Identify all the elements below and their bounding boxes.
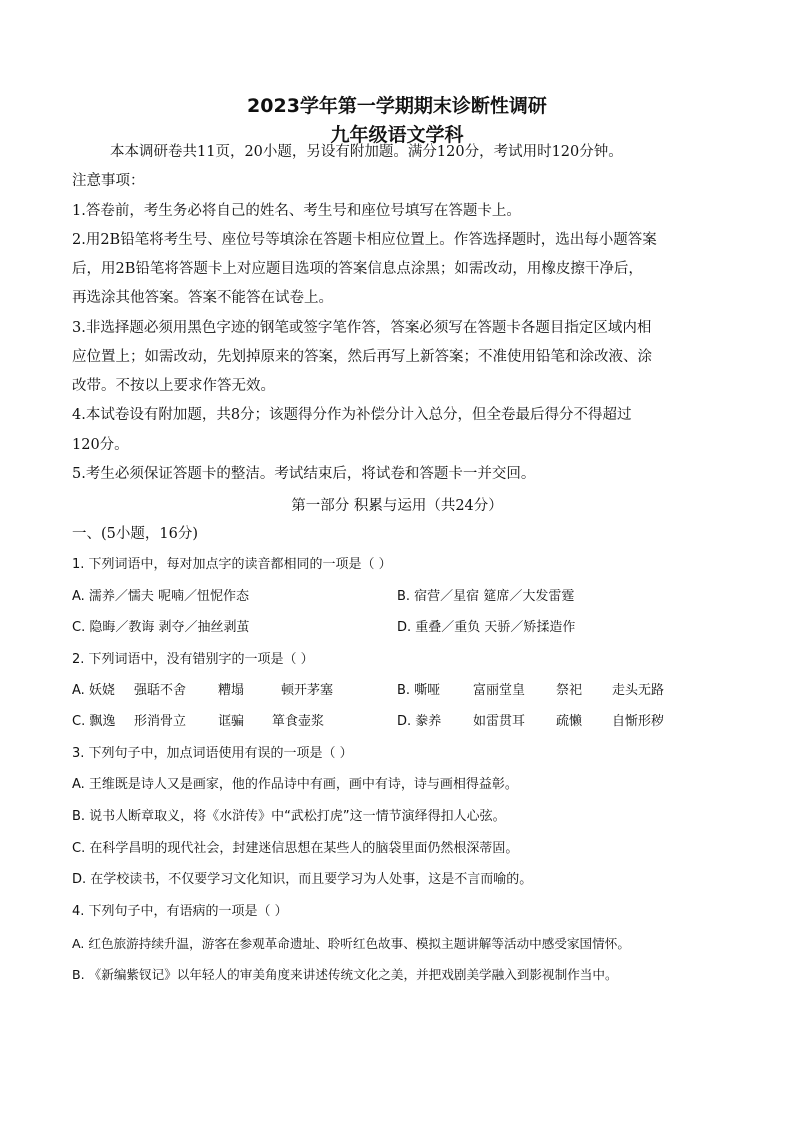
- question-2-option-c-word: 形消骨立: [134, 714, 187, 729]
- question-2-option-b-word: 走头无路: [612, 683, 665, 698]
- question-4-option-a: A. 红色旅游持续升温，游客在参观革命遗址、聆听红色故事、模拟主题讲解等活动中感受家国情怀。: [72, 936, 630, 951]
- question-2-option-c-word: 箪食壶浆: [272, 714, 325, 729]
- question-2-option-c: C. 飘逸: [72, 714, 116, 729]
- question-2-option-b-word: 祭祀: [556, 683, 583, 698]
- question-4-stem: 4. 下列句子中，有语病的一项是（ ）: [72, 904, 288, 919]
- intro-text: 本本调研卷共11页，20小题，另设有附加题。满分120分，考试用时120分钟。: [110, 144, 623, 160]
- note-line: 2.用2B铅笔将考生号、座位号等填涂在答题卡相应位置上。作答选择题时，选出每小题答案: [72, 232, 657, 248]
- exam-title: 2023学年第一学期期末诊断性调研: [247, 95, 547, 117]
- section-title: 一、(5小题，16分): [72, 526, 198, 542]
- note-line: 改带。不按以上要求作答无效。: [72, 378, 275, 394]
- note-line: 应位置上；如需改动，先划掉原来的答案，然后再写上新答案；不准使用铅笔和涂改液、涂: [72, 349, 652, 365]
- question-2-option-c-word: 诓骗: [218, 714, 245, 729]
- note-line: 再选涂其他答案。答案不能答在试卷上。: [72, 290, 333, 306]
- question-2-option-b: B. 嘶哑: [397, 683, 441, 698]
- question-2-option-b-word: 富丽堂皇: [473, 683, 526, 698]
- question-1-option-c: C. 隐晦／教诲 剥夺／抽丝剥茧: [72, 620, 250, 635]
- question-2-option-a-word: 糟塌: [218, 683, 245, 698]
- exam-subject: 九年级语文学科: [330, 124, 464, 146]
- note-line: 1.答卷前，考生务必将自己的姓名、考生号和座位号填写在答题卡上。: [72, 203, 521, 219]
- question-1-option-a: A. 濡养／懦夫 呢喃／忸怩作态: [72, 589, 250, 604]
- note-line: 后，用2B铅笔将答题卡上对应题目选项的答案信息点涂黑；如需改动，用橡皮擦干净后，: [72, 261, 643, 277]
- question-2-option-d-word: 自惭形秽: [612, 714, 665, 729]
- notes-title: 注意事项：: [72, 173, 145, 189]
- note-line: 3.非选择题必须用黑色字迹的钢笔或签字笔作答，答案必须写在答题卡各题目指定区域内相: [72, 320, 652, 336]
- note-line: 120分。: [72, 437, 129, 453]
- question-2-option-d-word: 如雷贯耳: [473, 714, 526, 729]
- question-3-option-d: D. 在学校读书，不仅要学习文化知识，而且要学习为人处事，这是不言而喻的。: [72, 872, 533, 887]
- question-2-option-a: A. 妖娆: [72, 683, 115, 698]
- part-title: 第一部分 积累与运用（共24分）: [291, 498, 503, 514]
- question-3-option-a: A. 王维既是诗人又是画家，他的作品诗中有画，画中有诗，诗与画相得益彰。: [72, 777, 518, 792]
- question-3-option-c: C. 在科学昌明的现代社会，封建迷信思想在某些人的脑袋里面仍然根深蒂固。: [72, 841, 519, 856]
- question-2-option-d-word: 疏懒: [556, 714, 583, 729]
- question-2-option-a-word: 顿开茅塞: [281, 683, 334, 698]
- question-1-stem: 1. 下列词语中，每对加点字的读音都相同的一项是（ ）: [72, 557, 392, 572]
- question-2-option-d: D. 豢养: [397, 714, 442, 729]
- question-2-option-a-word: 强聒不舍: [134, 683, 187, 698]
- note-line: 4.本试卷设有附加题，共8分；该题得分作为补偿分计入总分，但全卷最后得分不得超过: [72, 407, 632, 423]
- question-4-option-b: B. 《新编紫钗记》以年轻人的审美角度来讲述传统文化之美，并把戏剧美学融入到影视制作当中。: [72, 967, 618, 982]
- question-1-option-d: D. 重叠／重负 天骄／矫揉造作: [397, 620, 576, 635]
- question-1-option-b: B. 宿营／星宿 筵席／大发雷霆: [397, 589, 575, 604]
- note-line: 5.考生必须保证答题卡的整洁。考试结束后，将试卷和答题卡一并交回。: [72, 466, 536, 482]
- question-2-stem: 2. 下列词语中，没有错别字的一项是（ ）: [72, 652, 314, 667]
- question-3-stem: 3. 下列句子中，加点词语使用有误的一项是（ ）: [72, 746, 353, 761]
- question-3-option-b: B. 说书人断章取义，将《水浒传》中“武松打虎”这一情节演绎得扣人心弦。: [72, 809, 506, 824]
